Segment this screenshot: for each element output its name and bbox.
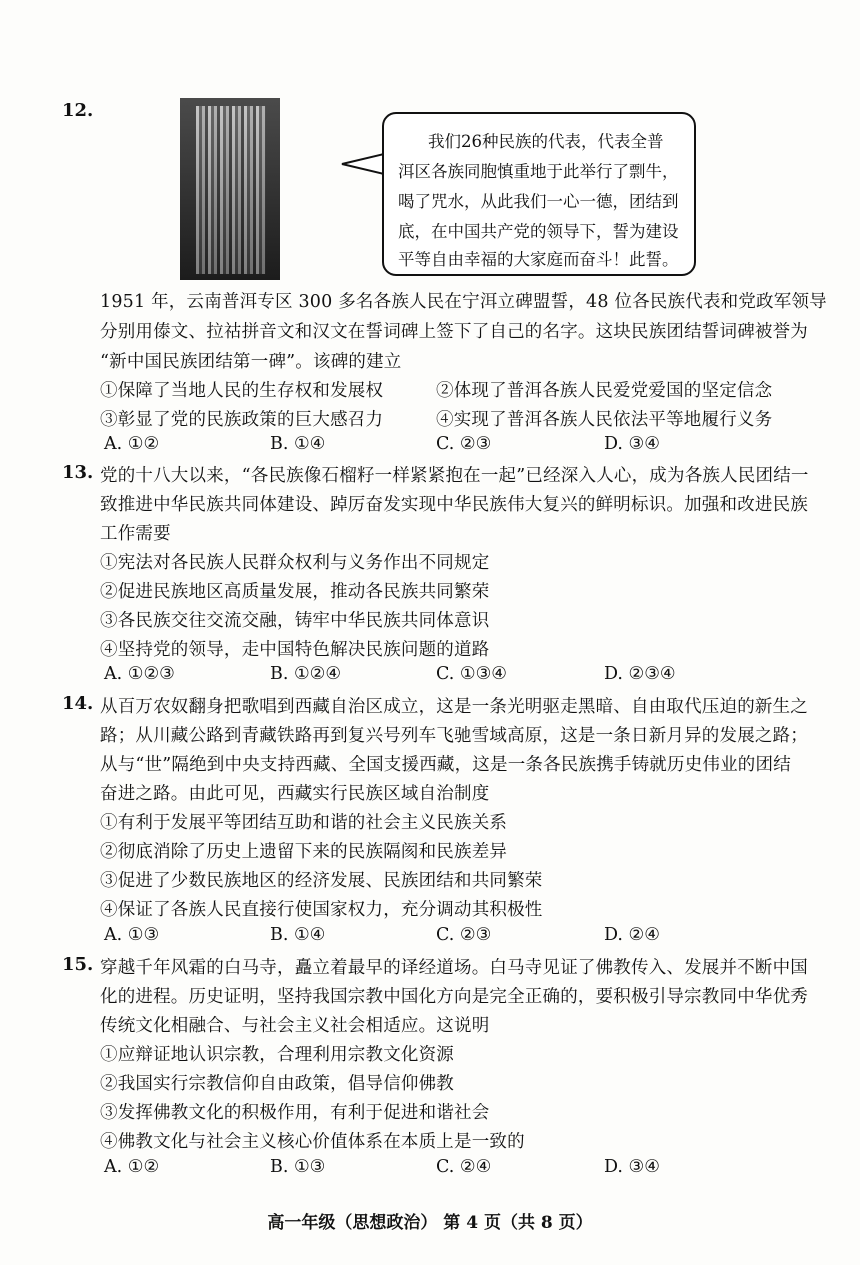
bubble-line: 底，在中国共产党的领导下，誓为建设 [398,222,679,241]
answer-option-d[interactable]: D. ②④ [604,925,660,945]
question-stem-line: 1951 年，云南普洱专区 300 多名各族人民在宁洱立碑盟誓，48 位各民族代表和党政军领导 [100,292,827,312]
question-stem-line: 工作需要 [100,524,171,544]
answer-option-d[interactable]: D. ③④ [604,1157,660,1177]
answer-option-c[interactable]: C. ②③ [436,925,492,945]
statement-item: ①有利于发展平等团结互助和谐的社会主义民族关系 [100,813,508,833]
statement-item: ④保证了各族人民直接行使国家权力，充分调动其积极性 [100,900,543,920]
question-stem-line: 从与“世”隔绝到中央支持西藏、全国支援西藏，这是一条各民族携手铸就历史伟业的团结 [100,755,791,775]
statement-item: ②体现了普洱各族人民爱党爱国的坚定信念 [436,381,773,401]
question-number-13: 13. [62,462,94,483]
statement-item: ②彻底消除了历史上遗留下来的民族隔阂和民族差异 [100,842,508,862]
question-stem-line: 路；从川藏公路到青藏铁路再到复兴号列车飞驰雪域高原，这是一条日新月异的发展之路； [100,726,808,746]
bubble-line: 我们26种民族的代表，代表全普 [428,132,664,151]
statement-item: ③促进了少数民族地区的经济发展、民族团结和共同繁荣 [100,871,543,891]
stele-photo [180,98,280,280]
question-stem-line: 致推进中华民族共同体建设、踔厉奋发实现中华民族伟大复兴的鲜明标识。加强和改进民族 [100,495,808,515]
question-stem-line: “新中国民族团结第一碑”。该碑的建立 [100,352,402,372]
answer-option-b[interactable]: B. ①②④ [270,664,342,684]
statement-item: ④实现了普洱各族人民依法平等地履行义务 [436,410,773,430]
answer-option-d[interactable]: D. ②③④ [604,664,676,684]
question-number-12: 12. [62,100,94,121]
answer-option-d[interactable]: D. ③④ [604,434,660,454]
question-number-15: 15. [62,954,94,975]
answer-option-a[interactable]: A. ①③ [104,925,160,945]
answer-option-c[interactable]: C. ②③ [436,434,492,454]
statement-item: ③各民族交往交流交融，铸牢中华民族共同体意识 [100,611,490,631]
answer-option-a[interactable]: A. ①②③ [104,664,175,684]
speech-bubble-tail [340,150,388,180]
question-stem-line: 化的进程。历史证明，坚持我国宗教中国化方向是完全正确的，要积极引导宗教同中华优秀 [100,987,808,1007]
question-stem-line: 分别用傣文、拉祜拼音文和汉文在誓词碑上签下了自己的名字。这块民族团结誓词碑被誉为 [100,322,808,342]
page-footer: 高一年级（思想政治） 第 4 页（共 8 页） [267,1213,593,1233]
answer-option-b[interactable]: B. ①③ [270,1157,326,1177]
answer-option-b[interactable]: B. ①④ [270,925,326,945]
statement-item: ②我国实行宗教信仰自由政策，倡导信仰佛教 [100,1074,454,1094]
bubble-line: 喝了咒水，从此我们一心一德，团结到 [398,192,679,211]
answer-option-a[interactable]: A. ①② [104,434,160,454]
statement-item: ④佛教文化与社会主义核心价值体系在本质上是一致的 [100,1132,525,1152]
statement-item: ③发挥佛教文化的积极作用，有利于促进和谐社会 [100,1103,490,1123]
answer-option-c[interactable]: C. ②④ [436,1157,492,1177]
statement-item: ②促进民族地区高质量发展，推动各民族共同繁荣 [100,582,490,602]
question-stem-line: 从百万农奴翻身把歌唱到西藏自治区成立，这是一条光明驱走黑暗、自由取代压迫的新生之 [100,697,808,717]
answer-option-b[interactable]: B. ①④ [270,434,326,454]
question-stem-line: 传统文化相融合、与社会主义社会相适应。这说明 [100,1016,490,1036]
bubble-line: 洱区各族同胞慎重地于此举行了剽牛， [398,162,679,181]
statement-item: ①保障了当地人民的生存权和发展权 [100,381,384,401]
bubble-line: 平等自由幸福的大家庭而奋斗！此誓。 [398,250,679,269]
statement-item: ①宪法对各民族人民群众权利与义务作出不同规定 [100,553,490,573]
question-stem-line: 奋进之路。由此可见，西藏实行民族区域自治制度 [100,784,490,804]
question-stem-line: 党的十八大以来，“各民族像石榴籽一样紧紧抱在一起”已经深入人心，成为各族人民团结一 [100,466,809,486]
statement-item: ①应辩证地认识宗教，合理利用宗教文化资源 [100,1045,454,1065]
speech-bubble [382,112,696,276]
answer-option-a[interactable]: A. ①② [104,1157,160,1177]
answer-option-c[interactable]: C. ①③④ [436,664,507,684]
question-stem-line: 穿越千年风霜的白马寺，矗立着最早的译经道场。白马寺见证了佛教传入、发展并不断中国 [100,958,808,978]
statement-item: ③彰显了党的民族政策的巨大感召力 [100,410,384,430]
question-number-14: 14. [62,693,94,714]
statement-item: ④坚持党的领导，走中国特色解决民族问题的道路 [100,640,490,660]
